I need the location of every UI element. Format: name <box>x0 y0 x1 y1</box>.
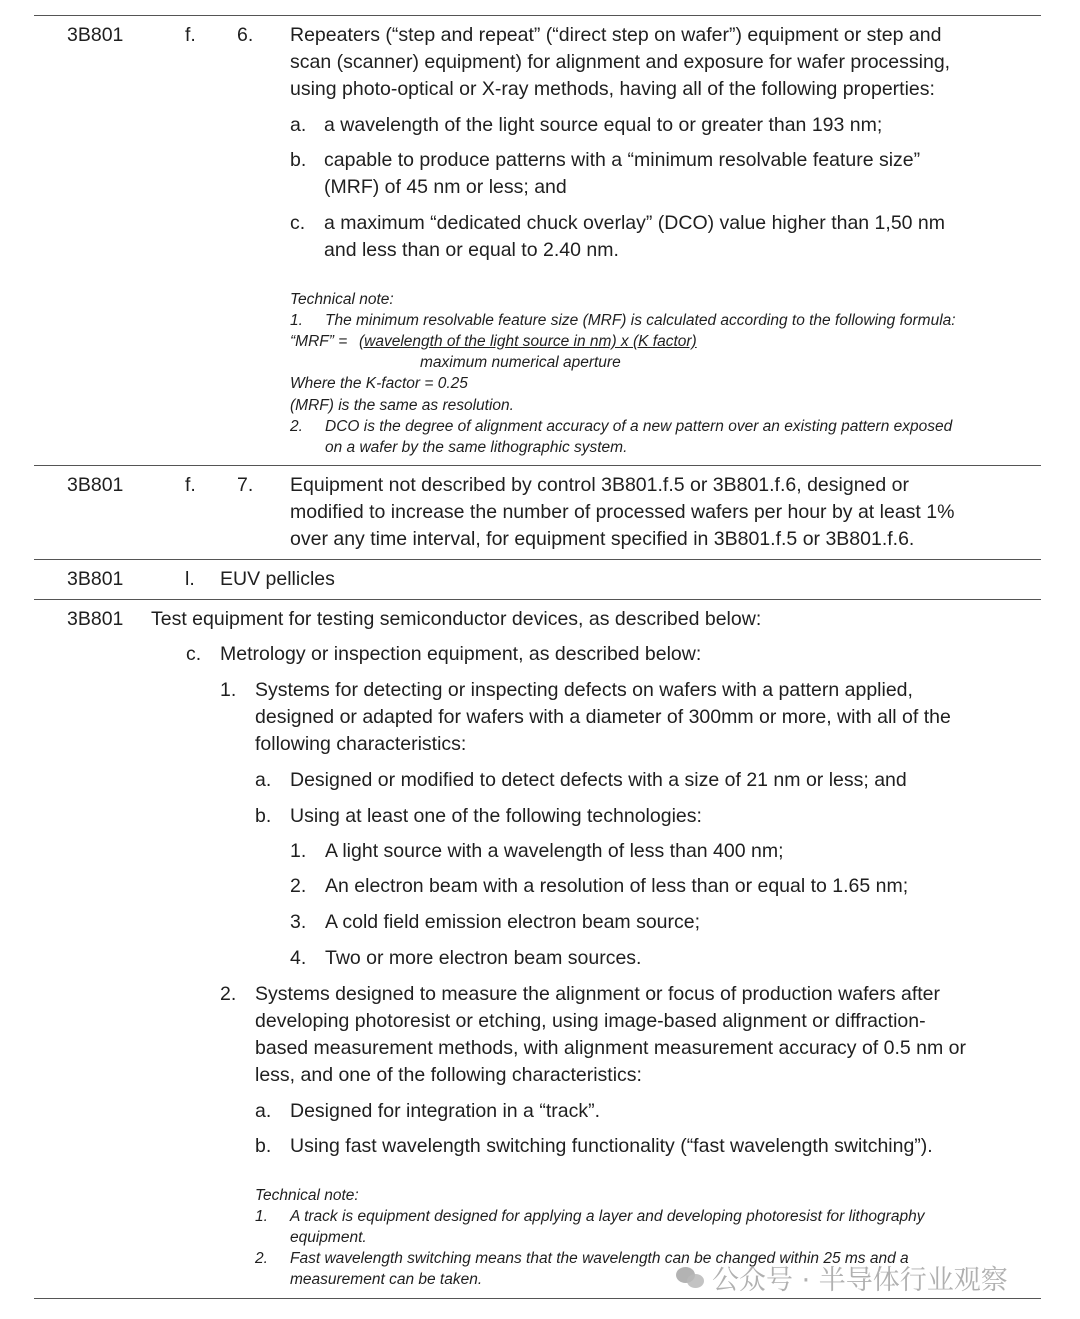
item-number: 1. <box>290 840 307 862</box>
formula-denominator: maximum numerical aperture <box>420 354 621 371</box>
section-divider <box>34 599 1041 600</box>
control-letter: l. <box>185 568 195 590</box>
control-letter: f. <box>185 474 196 496</box>
item-text: designed or adapted for wafers with a diameter of 300mm or more, with all of the <box>255 706 951 728</box>
note-number: 1. <box>255 1208 268 1225</box>
control-code: 3B801 <box>67 568 124 590</box>
item-text: less, and one of the following characteristics: <box>255 1064 642 1086</box>
item-text: Using at least one of the following technologies: <box>290 805 702 827</box>
item-text: based measurement methods, with alignment measurement accuracy of 0.5 nm or <box>255 1037 967 1059</box>
body-line: scan (scanner) equipment) for alignment and exposure for wafer processing, <box>290 51 951 73</box>
note-text: equipment. <box>290 1229 367 1246</box>
formula-numerator: (wavelength of the light source in nm) x (K factor) <box>359 333 697 350</box>
item-number: 1. <box>220 679 237 701</box>
watermark <box>676 1258 1008 1297</box>
note-text: (MRF) is the same as resolution. <box>290 397 514 414</box>
item-number: 4. <box>290 947 307 969</box>
body-line: using photo-optical or X-ray methods, having all of the following properties: <box>290 78 935 100</box>
section-divider <box>34 559 1041 560</box>
control-code: 3B801 <box>67 608 124 630</box>
technical-note-heading: Technical note: <box>290 291 394 308</box>
item-number: 3. <box>290 911 307 933</box>
note-text: measurement can be taken. <box>290 1271 483 1288</box>
item-text: and less than or equal to 2.40 nm. <box>324 239 619 261</box>
item-text: (MRF) of 45 nm or less; and <box>324 176 567 198</box>
item-text: a wavelength of the light source equal to or greater than 193 nm; <box>324 114 883 136</box>
section-intro: Test equipment for testing semiconductor devices, as described below: <box>151 608 762 630</box>
item-text: Using fast wavelength switching functionality (“fast wavelength switching”). <box>290 1135 933 1157</box>
item-text: Metrology or inspection equipment, as described below: <box>220 643 702 665</box>
item-text: Systems designed to measure the alignment or focus of production wafers after <box>255 983 941 1005</box>
note-number: 1. <box>290 312 303 329</box>
control-code: 3B801 <box>67 474 124 496</box>
wechat-icon <box>676 1265 706 1291</box>
top-rule <box>34 15 1041 16</box>
item-number: 2. <box>290 875 307 897</box>
item-label: a. <box>290 114 307 136</box>
item-label: c. <box>186 643 202 665</box>
item-label: c. <box>290 212 306 234</box>
body-line: Equipment not described by control 3B801.f.5 or 3B801.f.6, designed or <box>290 474 909 496</box>
body-line: over any time interval, for equipment specified in 3B801.f.5 or 3B801.f.6. <box>290 528 915 550</box>
item-text: A light source with a wavelength of less than 400 nm; <box>325 840 784 862</box>
body-line: Repeaters (“step and repeat” (“direct step on wafer”) equipment or step and <box>290 24 942 46</box>
item-label: b. <box>255 1135 272 1157</box>
note-text: on a wafer by the same lithographic system. <box>325 439 628 456</box>
section-divider <box>34 465 1041 466</box>
control-number: 6. <box>237 24 254 46</box>
bottom-rule <box>34 1298 1041 1299</box>
item-label: b. <box>290 149 307 171</box>
body-line: EUV pellicles <box>220 568 335 590</box>
item-text: Systems for detecting or inspecting defects on wafers with a pattern applied, <box>255 679 913 701</box>
item-text: capable to produce patterns with a “minimum resolvable feature size” <box>324 149 921 171</box>
item-text: Designed or modified to detect defects with a size of 21 nm or less; and <box>290 769 907 791</box>
note-text: Fast wavelength switching means that the wavelength can be changed within 25 ms and a <box>290 1250 909 1267</box>
item-text: Two or more electron beam sources. <box>325 947 642 969</box>
item-label: b. <box>255 805 272 827</box>
control-letter: f. <box>185 24 196 46</box>
item-number: 2. <box>220 983 237 1005</box>
watermark-text: 公众号 · 半导体行业观察 <box>712 1265 1008 1296</box>
note-text: Where the K-factor = 0.25 <box>290 375 468 392</box>
item-text: A cold field emission electron beam source; <box>325 911 701 933</box>
item-label: a. <box>255 1100 272 1122</box>
item-text: a maximum “dedicated chuck overlay” (DCO) value higher than 1,50 nm <box>324 212 946 234</box>
control-number: 7. <box>237 474 254 496</box>
note-number: 2. <box>290 418 303 435</box>
item-label: a. <box>255 769 272 791</box>
technical-note-heading: Technical note: <box>255 1187 359 1204</box>
item-text: following characteristics: <box>255 733 467 755</box>
item-text: Designed for integration in a “track”. <box>290 1100 600 1122</box>
control-code: 3B801 <box>67 24 124 46</box>
note-number: 2. <box>255 1250 268 1267</box>
body-line: modified to increase the number of processed wafers per hour by at least 1% <box>290 501 955 523</box>
formula-lhs: “MRF” = <box>290 333 348 350</box>
note-text: The minimum resolvable feature size (MRF) is calculated according to the following formula: <box>325 312 956 329</box>
item-text: An electron beam with a resolution of less than or equal to 1.65 nm; <box>325 875 909 897</box>
note-text: DCO is the degree of alignment accuracy of a new pattern over an existing pattern exposed <box>325 418 953 435</box>
item-text: developing photoresist or etching, using image-based alignment or diffraction- <box>255 1010 926 1032</box>
note-text: A track is equipment designed for applying a layer and developing photoresist for lithography <box>290 1208 925 1225</box>
